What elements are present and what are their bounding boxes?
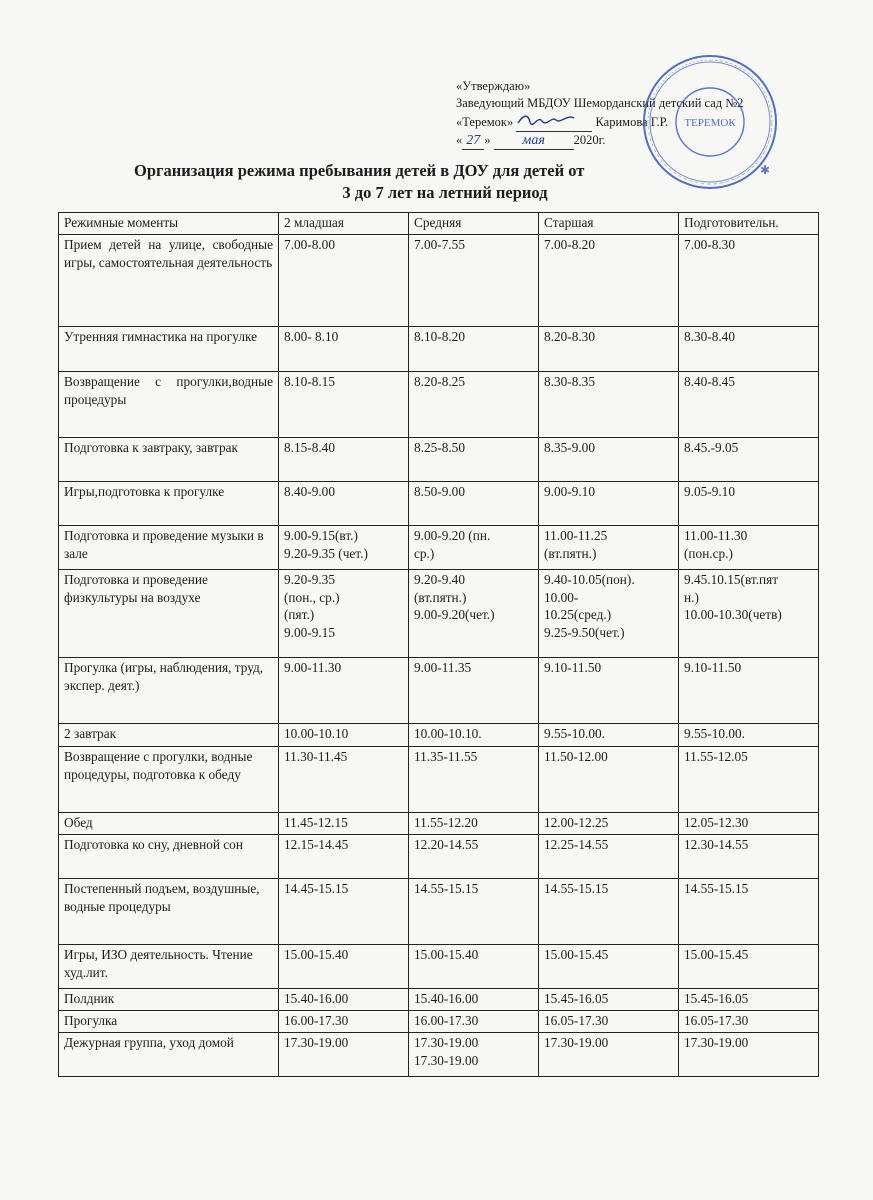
cell-time: 8.15-8.40 [279, 438, 409, 482]
cell-time: 9.20-9.40 (вт.пятн.) 9.00-9.20(чет.) [409, 570, 539, 658]
cell-time: 8.10-8.15 [279, 372, 409, 438]
date-quote-open: « [456, 133, 463, 147]
cell-time: 14.55-15.15 [539, 879, 679, 945]
row-mode: Игры, ИЗО деятельность. Чтение худ.лит. [59, 945, 279, 989]
table-row [59, 1011, 819, 1033]
table-row [59, 724, 819, 747]
cell-time: 10.00-10.10 [279, 724, 409, 747]
cell-time: 9.10-11.50 [679, 658, 819, 724]
row-mode: Постепенный подъем, воздушные, водные процедуры [59, 879, 279, 945]
table-row [59, 1033, 819, 1077]
approval-org: «Теремок» [456, 115, 514, 129]
cell-time: 8.30-8.35 [539, 372, 679, 438]
cell-time: 16.00-17.30 [279, 1011, 409, 1033]
cell-time: 14.55-15.15 [409, 879, 539, 945]
date-month: мая [494, 132, 574, 150]
cell-time: 8.00- 8.10 [279, 327, 409, 372]
date-year: 2020г. [573, 133, 606, 147]
row-mode: Возвращение с прогулки, водные процедуры, подготовка к обеду [59, 747, 279, 813]
table-row [59, 327, 819, 372]
cell-time: 7.00-8.30 [679, 235, 819, 327]
table-row [59, 835, 819, 879]
cell-time: 15.00-15.40 [409, 945, 539, 989]
cell-time: 9.20-9.35 (пон., ср.) (пят.) 9.00-9.15 [279, 570, 409, 658]
cell-time: 15.45-16.05 [539, 989, 679, 1011]
row-mode: Дежурная группа, уход домой [59, 1033, 279, 1077]
cell-time: 11.45-12.15 [279, 813, 409, 835]
cell-time: 9.40-10.05(пон). 10.00- 10.25(сред.) 9.25-9.50(чет.) [539, 570, 679, 658]
cell-time: 11.55-12.20 [409, 813, 539, 835]
cell-time: 15.45-16.05 [679, 989, 819, 1011]
table-row [59, 235, 819, 327]
cell-time: 8.40-9.00 [279, 482, 409, 526]
cell-time: 7.00-8.00 [279, 235, 409, 327]
header-senior: Старшая [539, 213, 679, 235]
signature-icon [516, 112, 576, 126]
cell-time: 17.30-19.00 [679, 1033, 819, 1077]
cell-time: 8.50-9.00 [409, 482, 539, 526]
cell-time: 9.00-9.15(вт.) 9.20-9.35 (чет.) [279, 526, 409, 570]
cell-time: 17.30-19.00 [279, 1033, 409, 1077]
row-mode: Обед [59, 813, 279, 835]
cell-time: 17.30-19.00 17.30-19.00 [409, 1033, 539, 1077]
cell-time: 9.55-10.00. [679, 724, 819, 747]
cell-time: 16.05-17.30 [679, 1011, 819, 1033]
cell-time: 7.00-8.20 [539, 235, 679, 327]
cell-time: 9.00-11.30 [279, 658, 409, 724]
cell-time: 14.45-15.15 [279, 879, 409, 945]
cell-time: 8.20-8.30 [539, 327, 679, 372]
page-title [120, 160, 680, 204]
row-mode: Возвращение с прогулки,водные процедуры [59, 372, 279, 438]
table-row [59, 989, 819, 1011]
cell-time: 12.20-14.55 [409, 835, 539, 879]
cell-time: 15.40-16.00 [409, 989, 539, 1011]
approval-line-1: «Утверждаю» [456, 79, 531, 93]
row-mode: Утренняя гимнастика на прогулке [59, 327, 279, 372]
date-day: 27 [462, 132, 484, 150]
table-row [59, 658, 819, 724]
row-mode: Прием детей на улице, свободные игры, самостоятельная деятельность [59, 235, 279, 327]
cell-time: 15.00-15.40 [279, 945, 409, 989]
cell-time: 11.50-12.00 [539, 747, 679, 813]
row-mode: Подготовка и проведение физкультуры на воздухе [59, 570, 279, 658]
header-preparatory: Подготовительн. [679, 213, 819, 235]
cell-time: 8.40-8.45 [679, 372, 819, 438]
row-mode: Подготовка ко сну, дневной сон [59, 835, 279, 879]
table-row [59, 372, 819, 438]
cell-time: 16.05-17.30 [539, 1011, 679, 1033]
row-mode: Подготовка к завтраку, завтрак [59, 438, 279, 482]
table-header-row [59, 213, 819, 235]
cell-time: 12.30-14.55 [679, 835, 819, 879]
cell-time: 14.55-15.15 [679, 879, 819, 945]
cell-time: 9.00-9.20 (пн. ср.) [409, 526, 539, 570]
date-quote-close: » [484, 133, 491, 147]
cell-time: 10.00-10.10. [409, 724, 539, 747]
header-junior-2: 2 младшая [279, 213, 409, 235]
cell-time: 8.30-8.40 [679, 327, 819, 372]
cell-time: 9.00-11.35 [409, 658, 539, 724]
row-mode: Прогулка [59, 1011, 279, 1033]
row-mode: Прогулка (игры, наблюдения, труд, экспер. деят.) [59, 658, 279, 724]
cell-time: 12.25-14.55 [539, 835, 679, 879]
cell-time: 8.35-9.00 [539, 438, 679, 482]
cell-time: 11.30-11.45 [279, 747, 409, 813]
table-row [59, 482, 819, 526]
cell-time: 11.35-11.55 [409, 747, 539, 813]
cell-time: 11.00-11.30 (пон.ср.) [679, 526, 819, 570]
cell-time: 7.00-7.55 [409, 235, 539, 327]
cell-time: 9.55-10.00. [539, 724, 679, 747]
table-row [59, 945, 819, 989]
cell-time: 16.00-17.30 [409, 1011, 539, 1033]
table-row [59, 526, 819, 570]
cell-time: 9.10-11.50 [539, 658, 679, 724]
cell-time: 15.00-15.45 [539, 945, 679, 989]
cell-time: 12.00-12.25 [539, 813, 679, 835]
cell-time: 17.30-19.00 [539, 1033, 679, 1077]
header-mode: Режимные моменты [59, 213, 279, 235]
cell-time: 15.40-16.00 [279, 989, 409, 1011]
schedule-table [58, 212, 819, 1077]
row-mode: Полдник [59, 989, 279, 1011]
table-row [59, 813, 819, 835]
svg-text:✱: ✱ [760, 163, 771, 177]
cell-time: 11.55-12.05 [679, 747, 819, 813]
row-mode: Игры,подготовка к прогулке [59, 482, 279, 526]
approval-line-2: Заведующий МБДОУ Шеморданский детский сад №2 [456, 96, 744, 110]
table-row [59, 438, 819, 482]
cell-time: 9.45.10.15(вт.пят н.) 10.00-10.30(четв) [679, 570, 819, 658]
title-line-2: 3 до 7 лет на летний период [342, 183, 548, 202]
row-mode: Подготовка и проведение музыки в зале [59, 526, 279, 570]
table-row [59, 747, 819, 813]
cell-time: 8.10-8.20 [409, 327, 539, 372]
table-row [59, 570, 819, 658]
director-name: Каримова Г.Р. [595, 115, 669, 129]
cell-time: 8.25-8.50 [409, 438, 539, 482]
table-row [59, 879, 819, 945]
cell-time: 15.00-15.45 [679, 945, 819, 989]
cell-time: 12.05-12.30 [679, 813, 819, 835]
cell-time: 11.00-11.25 (вт.пятн.) [539, 526, 679, 570]
cell-time: 9.05-9.10 [679, 482, 819, 526]
header-middle: Средняя [409, 213, 539, 235]
cell-time: 12.15-14.45 [279, 835, 409, 879]
cell-time: 8.20-8.25 [409, 372, 539, 438]
row-mode: 2 завтрак [59, 724, 279, 747]
cell-time: 9.00-9.10 [539, 482, 679, 526]
cell-time: 8.45.-9.05 [679, 438, 819, 482]
title-line-1: Организация режима пребывания детей в ДОУ для детей от [134, 161, 585, 180]
signature-line [516, 112, 592, 132]
seal-center-text: ТЕРЕМОК [684, 117, 736, 129]
